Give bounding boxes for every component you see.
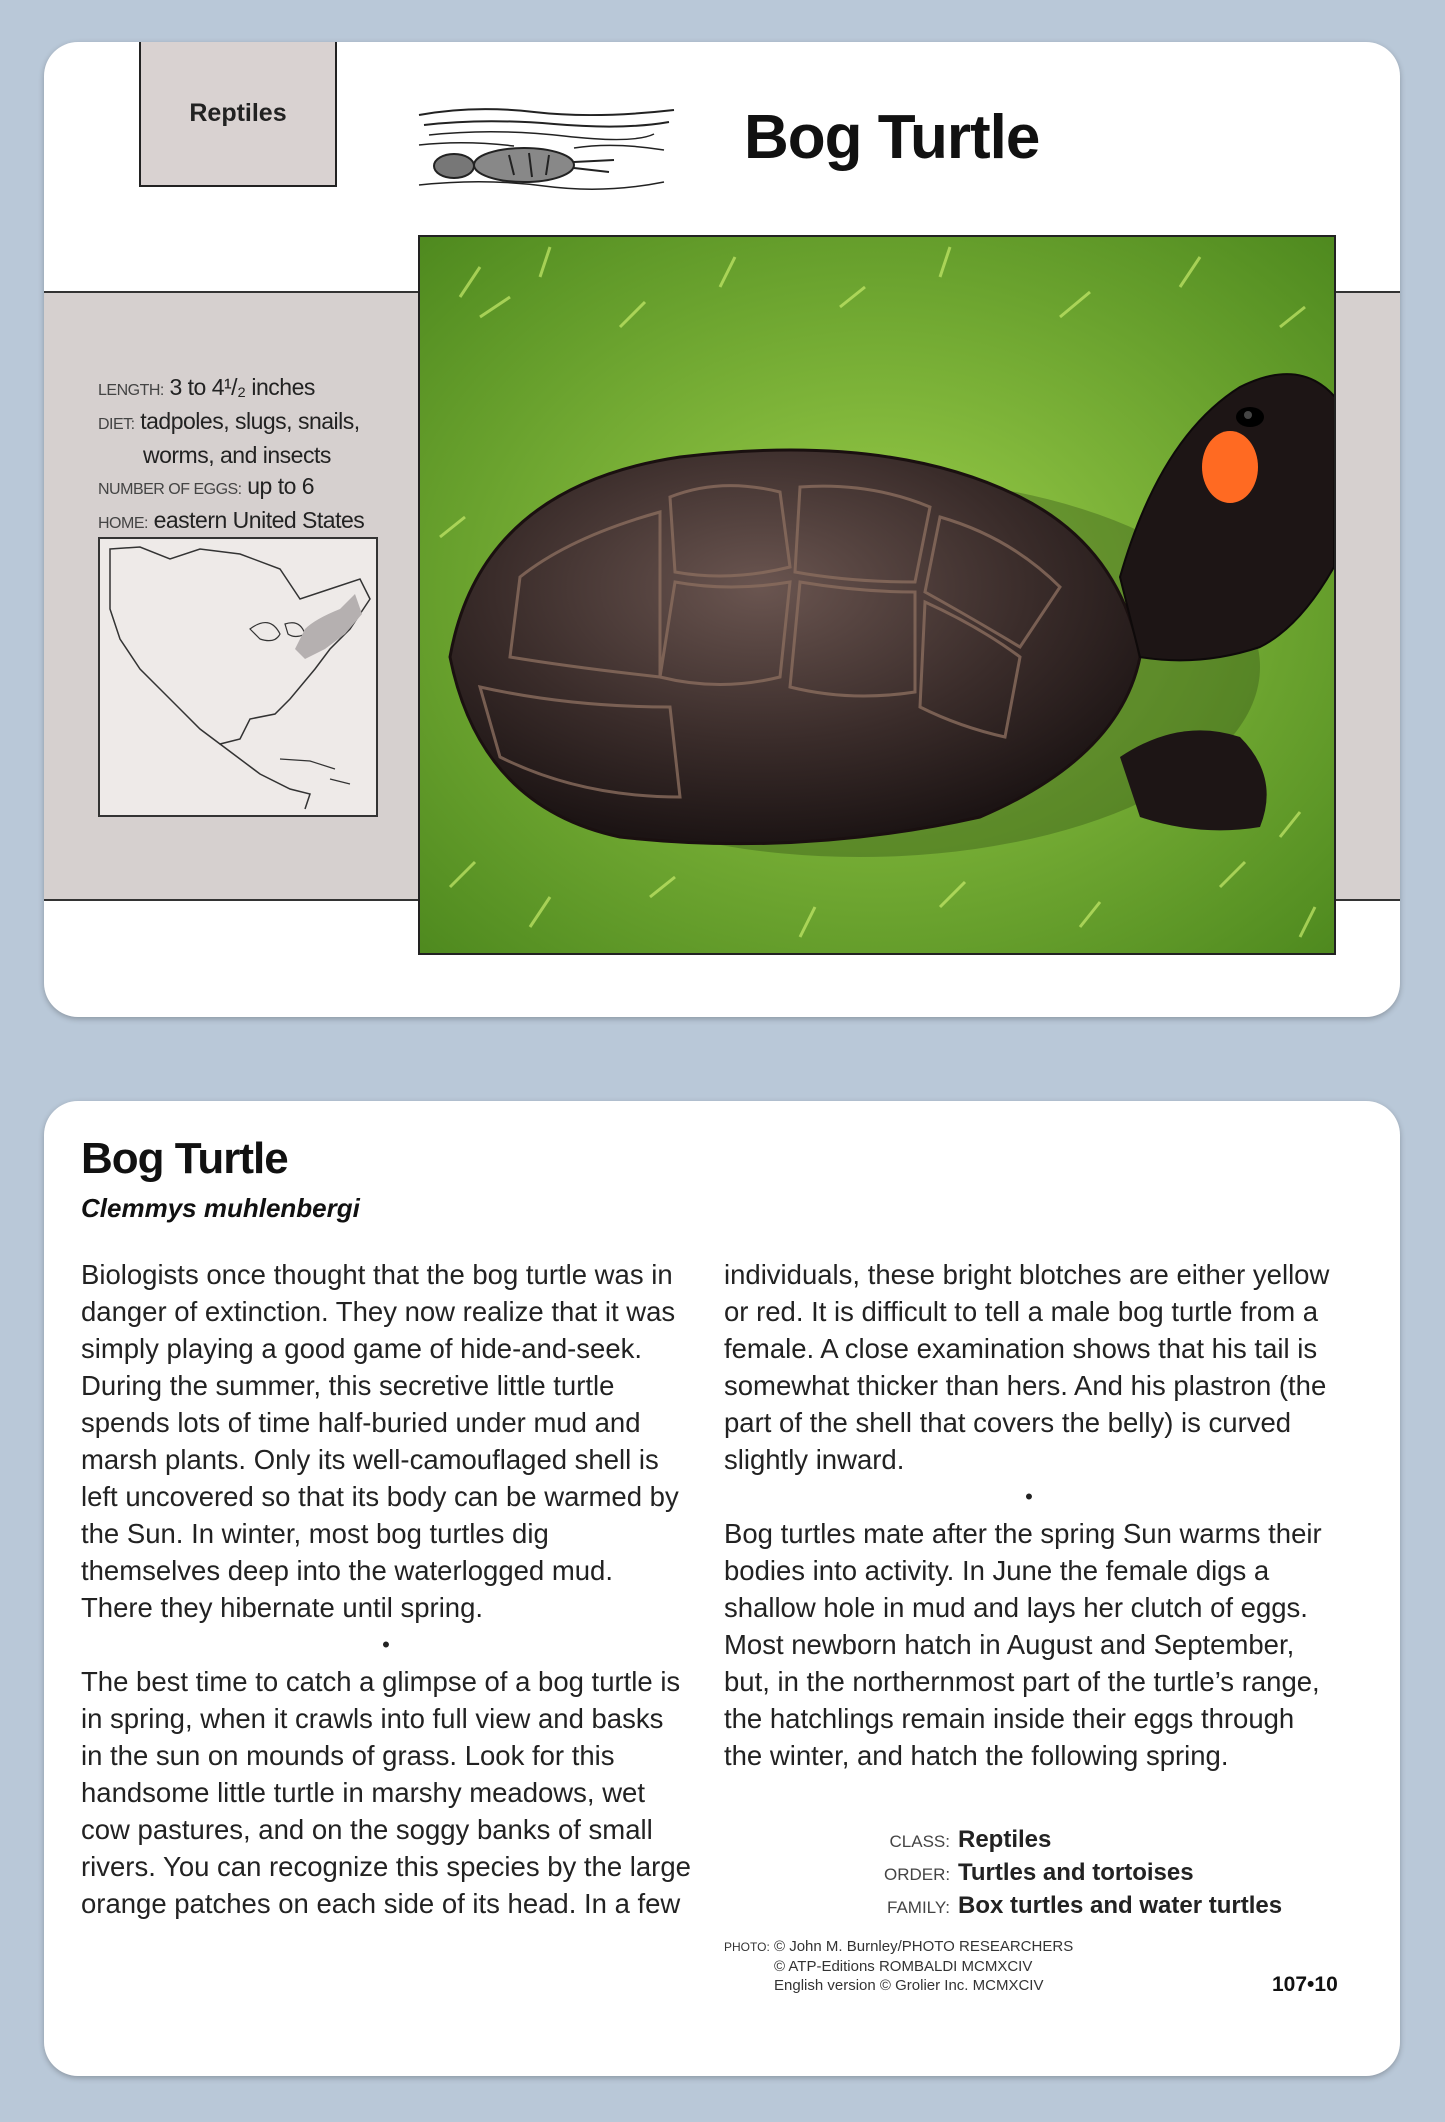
turtle-swimming-sketch bbox=[414, 100, 684, 200]
card-front bbox=[44, 42, 1400, 1017]
fact-list bbox=[98, 372, 438, 539]
text-column-left bbox=[81, 1256, 691, 1922]
fact-home: HOME: eastern United States bbox=[98, 507, 365, 533]
front-title: Bog Turtle bbox=[744, 103, 1040, 172]
taxonomy bbox=[884, 1824, 1282, 1923]
paragraph: Biologists once thought that the bog turtle was in danger of extinction. They now realize that it was simply playing a good game of hide-and-seek. During the summer, this secretive little turtle spends lots of time half-buried under mud and marsh plants. Only its well-camouflaged shell is left uncovered so that its body can be warmed by the Sun. In winter, most bog turtles dig themselves deep into the waterlogged mud. There they hibernate until spring. bbox=[81, 1259, 679, 1623]
bullet-separator: • bbox=[1025, 1484, 1033, 1509]
taxonomy-family: FAMILY: Box turtles and water turtles bbox=[887, 1892, 1283, 1919]
photo-label: PHOTO: bbox=[724, 1940, 770, 1954]
fact-length: LENGTH: 3 to 4¹/₂ inches bbox=[98, 374, 315, 400]
fact-diet: DIET: tadpoles, slugs, snails, bbox=[98, 408, 360, 434]
scientific-name: Clemmys muhlenbergi bbox=[81, 1193, 360, 1223]
fact-diet-continued: worms, and insects bbox=[143, 442, 331, 468]
paragraph: The best time to catch a glimpse of a bog turtle is in spring, when it crawls into full view and basks in the sun on mounds of grass. Look for this handsome little turtle in marshy meadows, wet cow pastures, and on the soggy banks of small rivers. You can recognize this species by the large orange patches on each side of its head. In a few bbox=[81, 1666, 691, 1919]
bullet-separator: • bbox=[382, 1632, 390, 1657]
paragraph: individuals, these bright blotches are either yellow or red. It is difficult to tell a male bog turtle from a female. A close examination shows that his tail is somewhat thicker than hers. And his plastron (the part of the shell that covers the belly) is curved slightly inward. bbox=[724, 1259, 1330, 1475]
turtle-photo bbox=[418, 235, 1336, 955]
range-map bbox=[98, 537, 378, 817]
text-column-right bbox=[724, 1256, 1334, 1774]
back-title: Bog Turtle bbox=[81, 1134, 288, 1183]
bog-turtle-photo-icon bbox=[420, 237, 1334, 953]
taxonomy-order: ORDER: Turtles and tortoises bbox=[884, 1859, 1194, 1886]
fact-eggs: NUMBER OF EGGS: up to 6 bbox=[98, 473, 315, 499]
photo-credits: PHOTO: © John M. Burnley/PHOTO RESEARCHERS © ATP-Editions ROMBALDI MCMXCIV English version © Grolier Inc. MCMXCIV bbox=[724, 1938, 1074, 1994]
card-back bbox=[44, 1101, 1400, 2076]
category-tab bbox=[139, 42, 337, 187]
category-label: Reptiles bbox=[189, 99, 287, 127]
paragraph: Bog turtles mate after the spring Sun warms their bodies into activity. In June the female digs a shallow hole in mud and lays her clutch of eggs. Most newborn hatch in August and September, but, in the northernmost part of the turtle’s range, the hatchlings remain inside their eggs through the winter, and hatch the following spring. bbox=[724, 1518, 1322, 1771]
taxonomy-class: CLASS: Reptiles bbox=[889, 1826, 1052, 1853]
north-america-map-icon bbox=[100, 539, 376, 815]
card-number: 107•10 bbox=[1272, 1973, 1338, 1996]
